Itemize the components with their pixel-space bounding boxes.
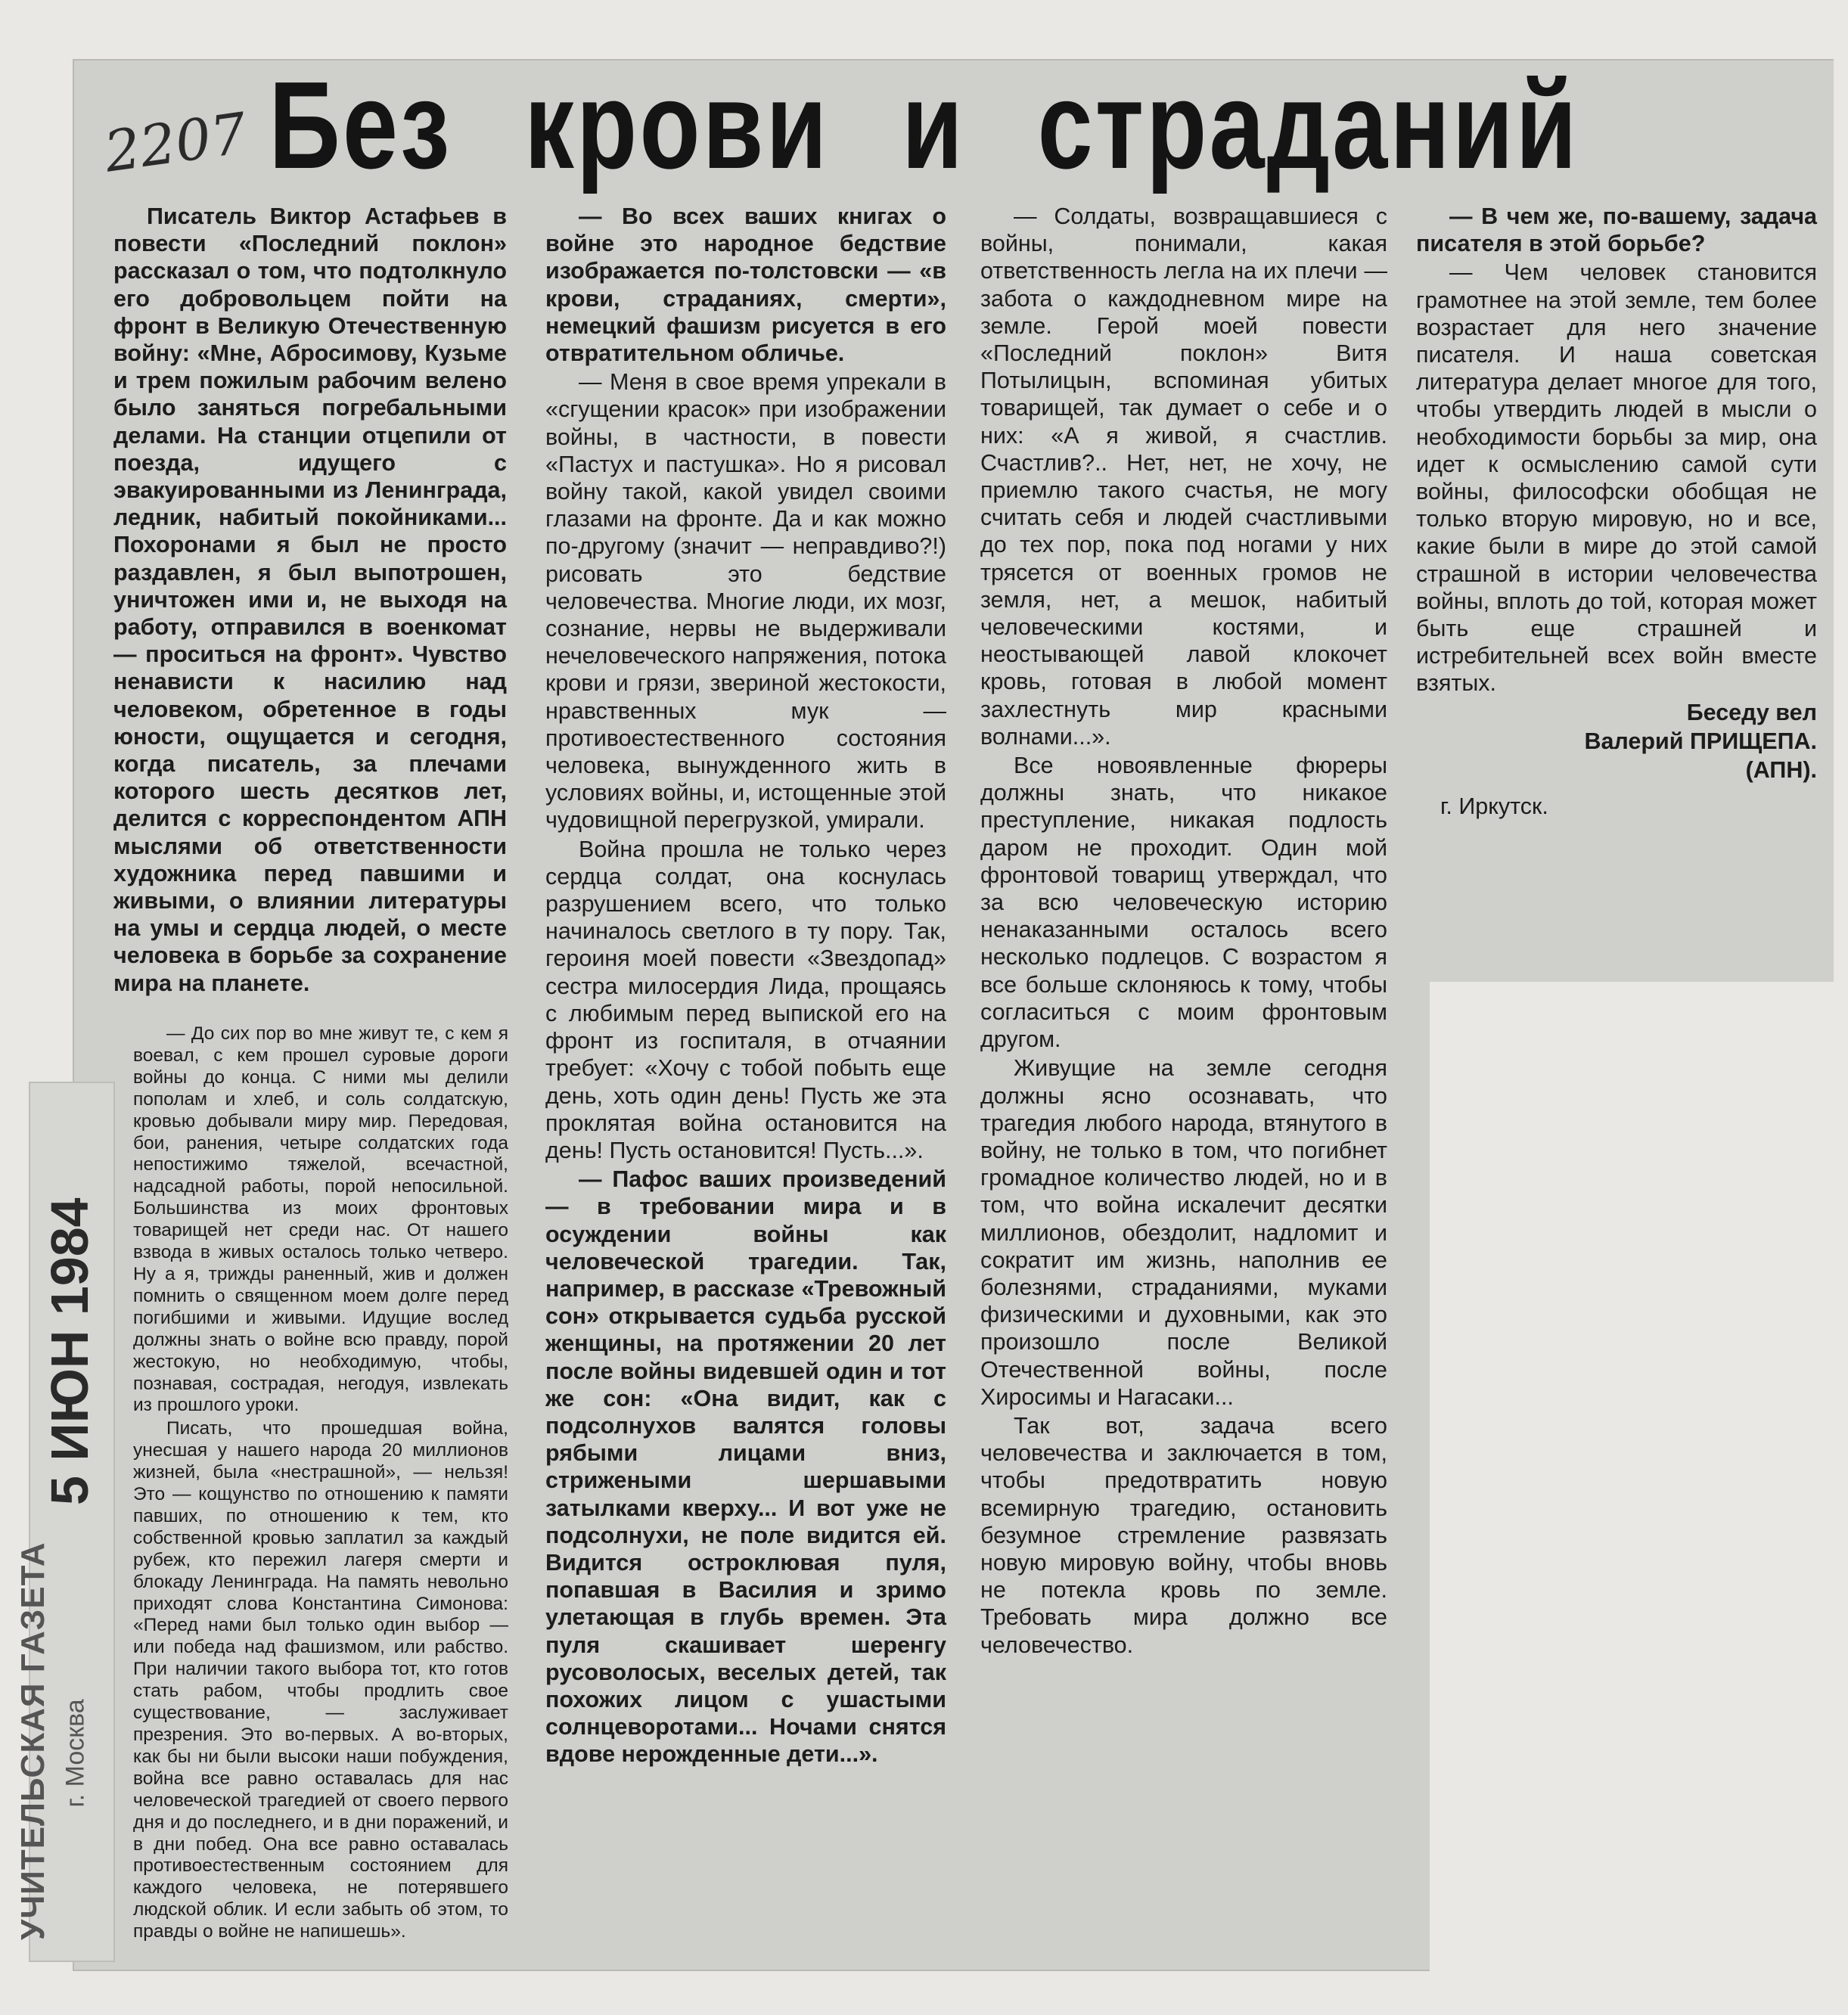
- answer-3-paragraph-4: Так вот, задача всего человечества и заключается в том, чтобы предотвратить новую всемирную трагедию, остановить безумное стремление развязать новую мировую войну, чтобы вновь не потекла кровь по земле. Требовать мира должно все человечество.: [980, 1412, 1387, 1658]
- answer-3-paragraph-2: Все новоявленные фюреры должны знать, что никакое преступление, никакая подлость даром не проходит. Один мой фронтовой товарищ утверждал, что за всю человеческую историю ненаказанными осталось всего несколько подлецов. С возрастом я все больше склоняюсь к тому, чтобы согласиться с моим фронтовым другом.: [980, 753, 1387, 1053]
- answer-2-paragraph-1: — Меня в свое время упрекали в «сгущении красок» при изображении войны, в частности, в повести «Пастух и пастушка». Но я рисовал войну такой, какой увидел своими глазами на фронте. Да и как можно по-другому (значит — неправдиво?!) рисовать это бедствие человечества. Многие люди, их мозг, сознание, нервы не выдерживали нечеловеческого напряжения, потока крови и грязи, звериной жестокости, нравственных мук — противоестественного состояния человека, вынужденного жить в условиях войны, и, истощенные этой чудовищной перегрузкой, умирали.: [545, 369, 946, 834]
- signature-agency: (АПН).: [1745, 757, 1817, 784]
- answer-4: — Чем человек становится грамотнее на этой земле, тем более возрастает для него значение писателя. И наша советская литература делает многое для того, чтобы утвердить людей в мысли о необходимости борьбы за мир, она идет к осмыслению самой сути войны, философски обобщая не только вторую мировую, но и все, какие были в мире до этой самой страшной в истории человечества войны, вплоть до той, которая может быть еще страшней и истребительней всех войн вместе взятых.: [1416, 259, 1817, 697]
- column-1-intro: [113, 203, 507, 997]
- column-4: [1416, 203, 1817, 820]
- question-2: — Во всех ваших книгах о войне это народное бедствие изображается по-толстовски — «в крови, страданиях, смерти», немецкий фашизм рисуется в его отвратительном обличье.: [545, 203, 946, 367]
- stamp-city: г. Москва: [61, 1699, 90, 1808]
- signature-line-1: Беседу вел: [1686, 699, 1817, 725]
- column-1-lower: [133, 1023, 508, 1943]
- answer-1-paragraph-2: Писать, что прошедшая война, унесшая у нашего народа 20 миллионов жизней, была «нестрашной», — нельзя! Это — кощунство по отношению к памяти павших, по отношению к тем, кто собственной кровью заплатил за каждый рубеж, кто пережил лагеря смерти и блокаду Ленинграда. На память невольно приходят слова Константина Симонова: «Перед нами был только один выбор — или победа над фашизмом, или рабство. При наличии такого выбора тот, кто готов стать рабом, чтобы продлить свое существование, — заслуживает презрения. Это во-первых. А во-вторых, как бы ни были высоки наши побуждения, война все равно оставалась для нас человеческой трагедией от своего первого дня и до последнего, и в дни поражений, и в дни побед. Она все равно оставалась противоестественным состоянием для каждого человека, не потерявшего людской облик. И если забыть об этом, то правды о войне не напишешь».: [133, 1418, 508, 1942]
- handwritten-archive-number: 2207: [100, 101, 251, 185]
- stamp-date: 5 ИЮН 1984: [40, 1197, 99, 1505]
- signature-author: Валерий ПРИЩЕПА.: [1584, 728, 1817, 754]
- column-3: [980, 203, 1387, 1659]
- question-4: — В чем же, по-вашему, задача писателя в этой борьбе?: [1416, 203, 1817, 257]
- intro-paragraph: Писатель Виктор Астафьев в повести «Последний поклон» рассказал о том, что подтолкнуло его добровольцем пойти на фронт в Великую Отечественную войну: «Мне, Абросимову, Кузьме и трем пожилым рабочим велено было заняться погребальными делами. На станции отцепили от поезда, идущего с эвакуированными из Ленинграда, ледник, набитый покойниками... Похоронами я был не просто раздавлен, я был выпотрошен, уничтожен ими и, не выходя на работу, отправился в военкомат — проситься на фронт». Чувство ненависти к насилию над человеком, обретенное в годы юности, ощущается и сегодня, когда писатель, за плечами которого шесть десятков лет, делится с корреспондентом АПН мыслями об ответственности художника перед павшими и живыми, о влиянии литературы на умы и сердца людей, о месте человека в борьбе за сохранение мира на планете.: [113, 203, 507, 996]
- article-headline: Без крови и страданий: [269, 56, 1579, 194]
- answer-3-paragraph-1: — Солдаты, возвращавшиеся с войны, понимали, какая ответственность легла на их плечи — забота о каждодневном мире на земле. Герой моей повести «Последний поклон» Витя Потылицын, вспоминая убитых товарищей, так думает о себе и о них: «А я живой, я счастлив. Счастлив?.. Нет, нет, не хочу, не приемлю такого счастья, не могу считать себя и людей счастливыми до тех пор, пока под ногами у них трясется от военных громов не земля, нет, а мешок, набитый человеческими костями, и неостывающей лавой клокочет кровь, готовая в любой момент захлестнуть мир красными волнами...».: [980, 203, 1387, 750]
- answer-2-paragraph-2: Война прошла не только через сердца солдат, она коснулась разрушением всего, что только начиналось светлого в ту пору. Так, героиня моей повести «Звездопад» сестра милосердия Лида, прощаясь с любимым перед выпиской его на фронт из госпиталя, в отчаянии требует: «Хочу с тобой побыть еще день, хоть один день! Пусть же эта проклятая война остановится на день! Пусть остановится! Пусть...».: [545, 836, 946, 1163]
- stamp-newspaper-name: УЧИТЕЛЬСКАЯ ГАЗЕТА: [14, 1542, 51, 1940]
- answer-1-paragraph-2a: [133, 1418, 508, 1943]
- question-3: — Пафос ваших произведений — в требовании мира и в осуждении войны как человеческой трагедии. Так, например, в рассказе «Тревожный сон» открывается судьба русской женщины, на протяжении 20 лет после войны видевшей один и тот же сон: «Она видит, как с подсолнухов валятся головы рябыми лицами вниз, стрижеными шершавыми затылками кверху... И вот уже не подсолнухи, не поле видится ей. Видится остроклювая пуля, попавшая в Василия и зримо улетающая в глубь времен. Эта пуля скашивает шеренгу русоволосых, веселых детей, так похожих лицом с ушастыми солнцеворотами... Ночами снятся вдове нерожденные дети...».: [545, 1166, 946, 1768]
- column-2: [545, 203, 946, 1768]
- answer-1-paragraph-1: — До сих пор во мне живут те, с кем я воевал, с кем прошел суровые дороги войны до конца. С ними мы делили пополам и хлеб, и соль солдатскую, кровью добывали миру мир. Передовая, бои, ранения, четыре солдатских года непостижимо тяжелой, всечастной, надсадной работы, порой непосильной. Большинства из моих фронтовых товарищей нет среди нас. От нашего взвода в живых осталось только четверо. Ну а я, трижды раненный, жив и должен помнить о священном моем долге перед погибшими и живыми. Идущие вослед должны знать о войне всю правду, порой жестокую, но необходимую, чтобы, познавая, сострадая, негодуя, извлекать из прошлого уроки.: [133, 1023, 508, 1416]
- answer-3-paragraph-3: Живущие на земле сегодня должны ясно осознавать, что трагедия любого народа, втянутого в войну, не только в том, что погибнет громадное количество людей, но и в том, что война искалечит десятки миллионов, обездолит, надломит и сократит им жизнь, наполнив ее болезнями, страданиями, муками физическими и духовными, как это произошло после Великой Отечественной войны, после Хиросимы и Нагасаки...: [980, 1055, 1387, 1410]
- dateline-city: г. Иркутск.: [1440, 793, 1548, 820]
